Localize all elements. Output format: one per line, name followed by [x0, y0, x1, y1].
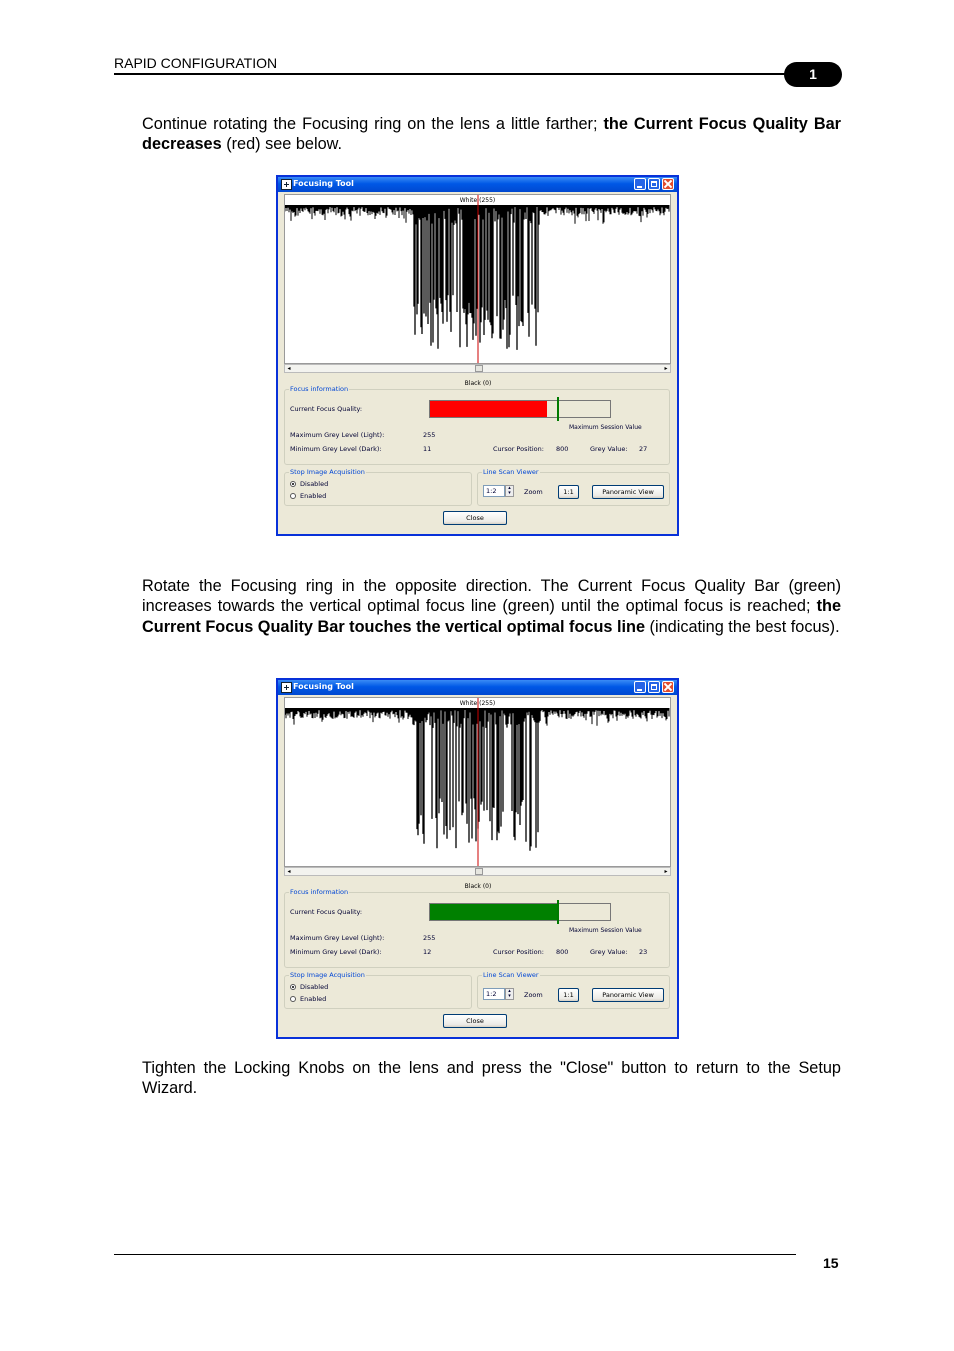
paragraph-2-bold: the Current Focus Quality Bar touches the vertical optimal focus line — [142, 597, 841, 636]
current-focus-quality-label: Current Focus Quality: — [290, 405, 363, 413]
maximize-icon — [651, 684, 657, 690]
close-button[interactable]: Close — [443, 511, 507, 525]
min-grey-value: 12 — [423, 948, 432, 956]
stop-acquisition-title: Stop Image Acquisition — [290, 468, 365, 476]
paragraph-2-text: Rotate the Focusing ring in the opposite direction. The Current Focus Quality Bar (green) increases towards the vertical optimal focus line (green) until the optimal focus is reached; — [142, 577, 841, 616]
cursor-position-label: Cursor Position: — [493, 948, 544, 956]
focusing-tool-window-1 — [276, 175, 679, 536]
close-window-button[interactable] — [662, 681, 674, 693]
panoramic-view-button[interactable]: Panoramic View — [592, 988, 664, 1002]
line-scan-viewer-title: Line Scan Viewer — [483, 468, 539, 476]
disabled-radio[interactable] — [290, 481, 296, 487]
app-icon — [281, 179, 292, 190]
scroll-right-icon[interactable]: ▸ — [664, 365, 668, 372]
close-icon — [663, 179, 673, 189]
zoom-ratio-input[interactable]: 1:2 — [483, 485, 505, 497]
paragraph-2 — [142, 576, 841, 637]
close-window-button[interactable] — [662, 178, 674, 190]
scroll-left-icon[interactable]: ◂ — [287, 365, 291, 372]
line-scan-viewer-group — [477, 468, 670, 506]
maximize-button[interactable] — [648, 178, 660, 190]
stop-acquisition-group — [284, 468, 472, 506]
one-to-one-button[interactable]: 1:1 — [558, 485, 579, 499]
minimize-icon — [637, 689, 642, 691]
max-grey-label: Maximum Grey Level (Light): — [290, 934, 385, 942]
focus-information-group — [284, 385, 670, 465]
scroll-thumb[interactable] — [475, 868, 483, 875]
focus-information-title: Focus information — [290, 888, 349, 896]
paragraph-1-text: Continue rotating the Focusing ring on the lens a little farther; — [142, 115, 604, 133]
one-to-one-button[interactable]: 1:1 — [558, 988, 579, 1002]
zoom-ratio-input[interactable]: 1:2 — [483, 988, 505, 1000]
title-bar[interactable] — [278, 177, 677, 192]
paragraph-1-end: (red) see below. — [221, 135, 343, 154]
focus-quality-bar — [429, 400, 611, 418]
enabled-radio[interactable] — [290, 493, 296, 499]
zoom-label: Zoom — [524, 991, 543, 999]
stop-acquisition-title: Stop Image Acquisition — [290, 971, 365, 979]
focus-information-group — [284, 888, 670, 968]
maximize-icon — [651, 181, 657, 187]
grey-value-label: Grey Value: — [590, 445, 628, 453]
min-grey-label: Minimum Grey Level (Dark): — [290, 948, 382, 956]
line-scan-viewer-title: Line Scan Viewer — [483, 971, 539, 979]
scroll-right-icon[interactable]: ▸ — [664, 868, 668, 875]
cursor-position-value: 800 — [556, 948, 569, 956]
window-title: Focusing Tool — [293, 682, 354, 691]
optimal-focus-line — [557, 397, 559, 421]
maximize-button[interactable] — [648, 681, 660, 693]
panoramic-view-button[interactable]: Panoramic View — [592, 485, 664, 499]
scroll-thumb[interactable] — [475, 365, 483, 372]
focus-quality-fill — [430, 904, 558, 920]
white-level-label: White (255) — [459, 197, 496, 204]
disabled-label: Disabled — [300, 480, 329, 488]
disabled-label: Disabled — [300, 983, 329, 991]
enabled-label: Enabled — [300, 995, 327, 1003]
app-icon — [281, 682, 292, 693]
page-number: 15 — [823, 1255, 839, 1271]
focus-quality-fill — [430, 401, 547, 417]
chapter-badge: 1 — [784, 62, 842, 87]
window-title: Focusing Tool — [293, 179, 354, 188]
max-grey-label: Maximum Grey Level (Light): — [290, 431, 385, 439]
grey-value-value: 27 — [639, 445, 648, 453]
minimize-button[interactable] — [634, 681, 646, 693]
grey-level-plot[interactable] — [284, 697, 671, 867]
close-icon — [663, 682, 673, 692]
optimal-focus-line — [557, 900, 559, 924]
grey-level-plot[interactable] — [284, 194, 671, 364]
paragraph-1 — [142, 114, 841, 155]
horizontal-scrollbar[interactable] — [284, 364, 671, 373]
scroll-left-icon[interactable]: ◂ — [287, 868, 291, 875]
max-grey-value: 255 — [423, 934, 436, 942]
grey-level-signal — [285, 195, 670, 363]
white-level-label: White (255) — [459, 700, 496, 707]
line-scan-viewer-group — [477, 971, 670, 1009]
min-grey-value: 11 — [423, 445, 432, 453]
horizontal-scrollbar[interactable] — [284, 867, 671, 876]
paragraph-1-bold: the Current Focus Quality Bar decreases — [142, 115, 841, 154]
paragraph-3: Tighten the Locking Knobs on the lens and press the "Close" button to return to the Setup Wizard. — [142, 1059, 841, 1098]
max-session-value-label: Maximum Session Value — [569, 927, 642, 934]
max-session-value-label: Maximum Session Value — [569, 424, 642, 431]
focusing-tool-window-2 — [276, 678, 679, 1039]
close-button[interactable]: Close — [443, 1014, 507, 1028]
footer-rule — [114, 1254, 796, 1255]
disabled-radio[interactable] — [290, 984, 296, 990]
grey-value-value: 23 — [639, 948, 648, 956]
max-grey-value: 255 — [423, 431, 436, 439]
cursor-position-label: Cursor Position: — [493, 445, 544, 453]
minimize-icon — [637, 186, 642, 188]
title-bar[interactable] — [278, 680, 677, 695]
paragraph-2-end: (indicating the best focus). — [645, 617, 840, 636]
grey-value-label: Grey Value: — [590, 948, 628, 956]
zoom-spin-icon[interactable]: ▴ ▾ — [505, 988, 514, 1000]
enabled-radio[interactable] — [290, 996, 296, 1002]
zoom-label: Zoom — [524, 488, 543, 496]
header-title: RAPID CONFIGURATION — [114, 55, 278, 71]
minimize-button[interactable] — [634, 178, 646, 190]
focus-information-title: Focus information — [290, 385, 349, 393]
enabled-label: Enabled — [300, 492, 327, 500]
grey-level-signal — [285, 698, 670, 866]
focus-quality-bar — [429, 903, 611, 921]
current-focus-quality-label: Current Focus Quality: — [290, 908, 363, 916]
min-grey-label: Minimum Grey Level (Dark): — [290, 445, 382, 453]
stop-acquisition-group — [284, 971, 472, 1009]
black-level-label: Black (0) — [464, 883, 492, 890]
black-level-label: Black (0) — [464, 380, 492, 387]
cursor-position-value: 800 — [556, 445, 569, 453]
header-rule — [114, 73, 814, 75]
zoom-spin-icon[interactable]: ▴ ▾ — [505, 485, 514, 497]
